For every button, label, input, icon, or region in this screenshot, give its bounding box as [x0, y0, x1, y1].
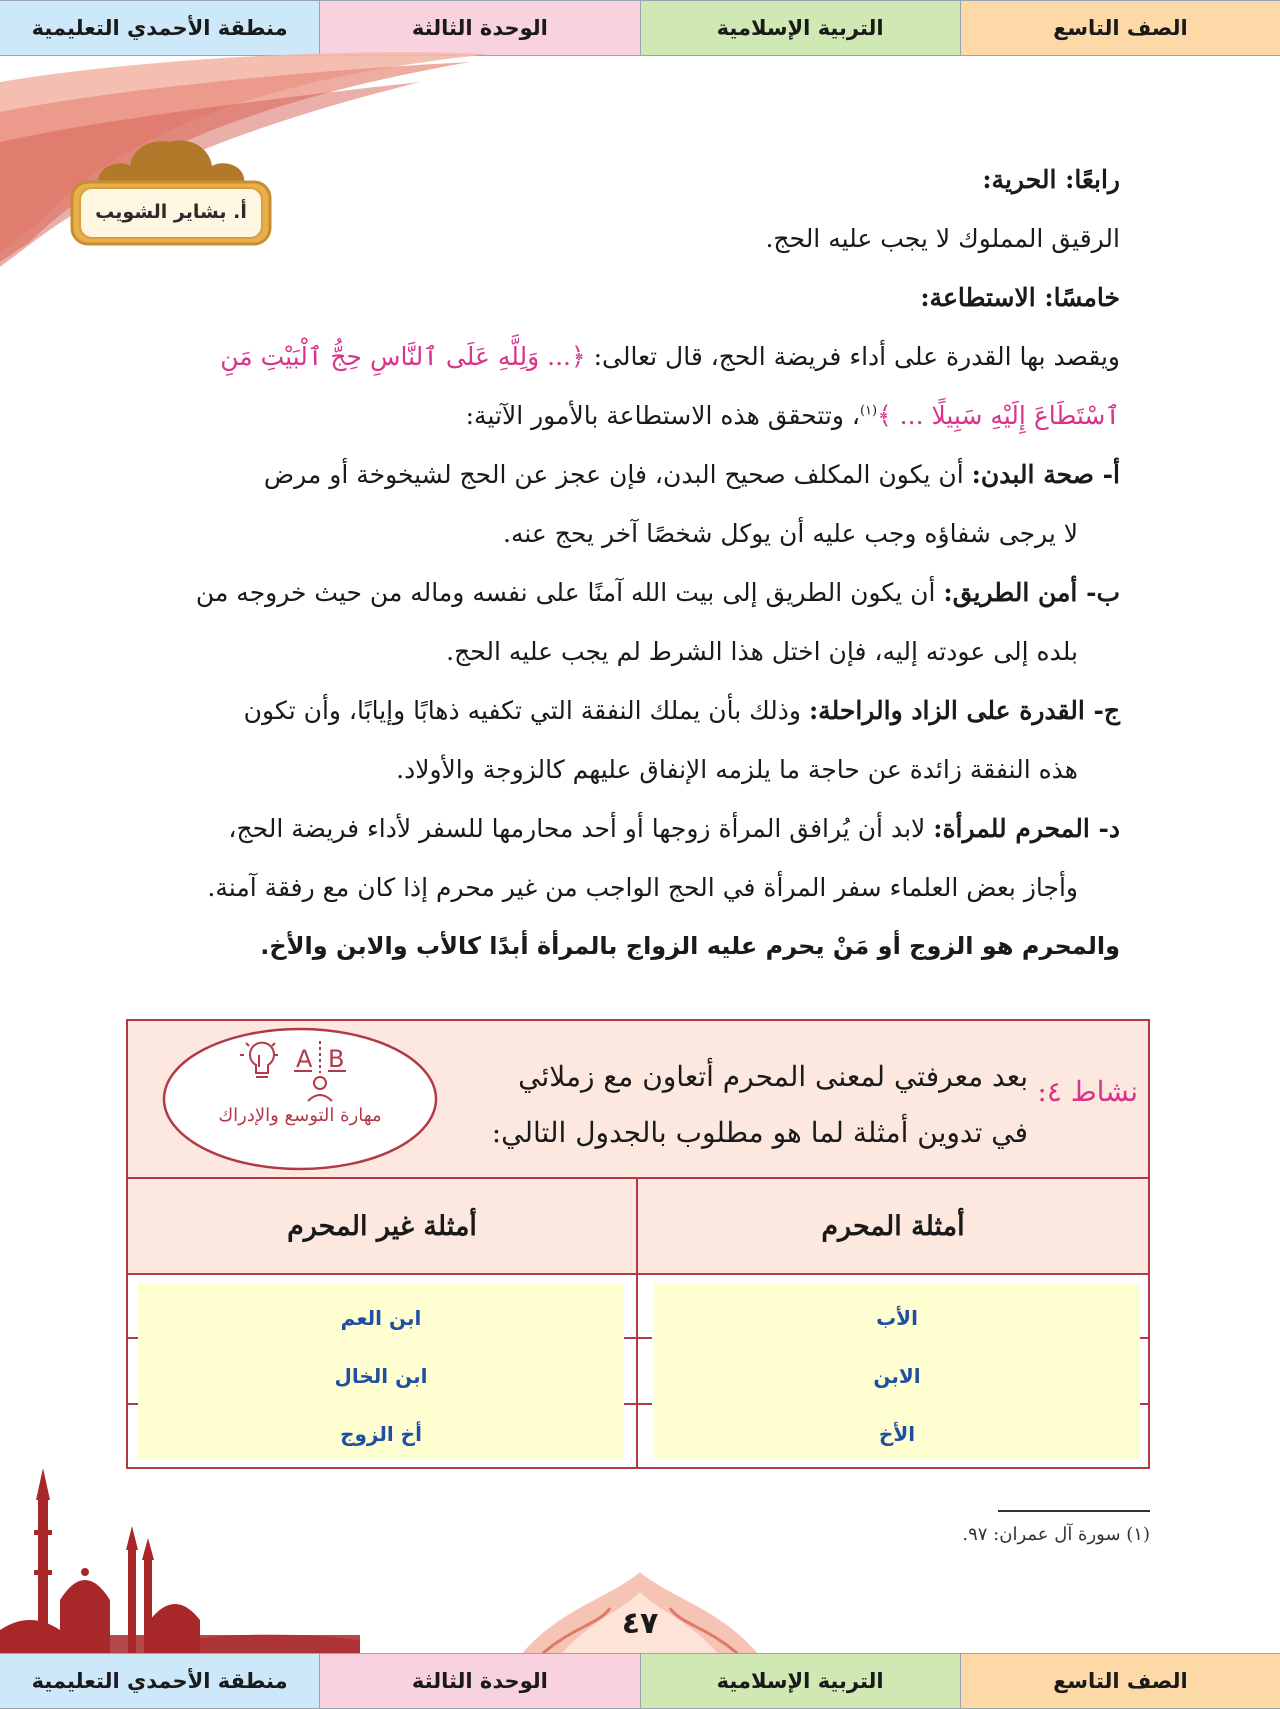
item-b-text1: أن يكون الطريق إلى بيت الله آمنًا على نفسه وماله من حيث خروجه من	[195, 578, 944, 607]
activity-text-line2: في تدوين أمثلة لما هو مطلوب بالجدول التالي:	[491, 1116, 1028, 1149]
header-unit: الوحدة الثالثة	[319, 1, 639, 55]
activity-box	[126, 1019, 1150, 1469]
item-a-text1: أن يكون المكلف صحيح البدن، فإن عجز عن الحج لشيخوخة أو مرض	[263, 460, 972, 489]
activity-instructions	[468, 1049, 1028, 1161]
lesson-content	[120, 150, 1120, 976]
activity-header	[128, 1021, 1148, 1179]
column-divider	[636, 1273, 638, 1467]
mosque-silhouette	[0, 1460, 360, 1655]
header-bar	[0, 0, 1280, 56]
mahram-example: الأخ	[878, 1422, 916, 1446]
row-line	[624, 1403, 652, 1405]
row-line	[1140, 1403, 1148, 1405]
header-grade: الصف التاسع	[960, 1, 1280, 55]
mahram-definition: والمحرم هو الزوج أو مَنْ يحرم عليه الزواج بالمرأة أبدًا كالأب والابن والأخ.	[260, 932, 1120, 960]
non-mahram-example: ابن الخال	[334, 1364, 428, 1388]
footnote: (١) سورة آل عمران: ٩٧.	[962, 1524, 1150, 1545]
item-d-text2: وأجاز بعض العلماء سفر المرأة في الحج الواجب من غير محرم إذا كان مع رفقة آمنة.	[207, 873, 1078, 902]
heading-freedom: رابعًا: الحرية:	[982, 165, 1120, 194]
item-c-line1	[120, 681, 1120, 740]
item-c-title: ج- القدرة على الزاد والراحلة:	[808, 696, 1120, 725]
column-header-mahram: أمثلة المحرم	[638, 1179, 1148, 1275]
footer-bar	[0, 1653, 1280, 1709]
header-subject: التربية الإسلامية	[640, 1, 960, 55]
heading-ability: خامسًا: الاستطاعة:	[920, 283, 1120, 312]
verse-part2: ٱسْتَطَاعَ إِلَيْهِ سَبِيلًا ... ﴾	[877, 401, 1120, 430]
item-a-title: أ- صحة البدن:	[971, 460, 1120, 489]
mahram-example: الابن	[873, 1364, 921, 1388]
footer-subject: التربية الإسلامية	[640, 1654, 960, 1708]
intro-line	[120, 327, 1120, 386]
column-header-non-mahram: أمثلة غير المحرم	[128, 1179, 638, 1275]
non-mahram-example: ابن العم	[340, 1306, 422, 1330]
skill-label: مهارة التوسع والإدراك	[218, 1105, 382, 1126]
footnote-ref: (١)	[859, 403, 878, 419]
footer-region: منطقة الأحمدي التعليمية	[0, 1654, 319, 1708]
footer-unit: الوحدة الثالثة	[319, 1654, 639, 1708]
activity-title: نشاط ٤:	[1037, 1075, 1138, 1108]
item-c-text2: هذه النفقة زائدة عن حاجة ما يلزمه الإنفاق عليهم كالزوجة والأولاد.	[396, 755, 1078, 784]
footnote-divider	[998, 1510, 1150, 1512]
item-d-line1	[120, 799, 1120, 858]
page-number: ٤٧	[621, 1606, 659, 1641]
skill-letter-b: B	[328, 1045, 345, 1073]
item-d-title: د- المحرم للمرأة:	[933, 814, 1120, 843]
row-line	[128, 1337, 138, 1339]
intro-text: ويقصد بها القدرة على أداء فريضة الحج، قال تعالى:	[585, 342, 1120, 371]
row-line	[128, 1403, 138, 1405]
row-line	[624, 1337, 652, 1339]
text-freedom: الرقيق المملوك لا يجب عليه الحج.	[765, 224, 1120, 253]
item-b-line1	[120, 563, 1120, 622]
non-mahram-example: أخ الزوج	[340, 1422, 422, 1446]
item-d-text1: لابد أن يُرافق المرأة زوجها أو أحد محارمها للسفر لأداء فريضة الحج،	[228, 814, 934, 843]
item-b-text2: بلده إلى عودته إليه، فإن اختل هذا الشرط لم يجب عليه الحج.	[446, 637, 1078, 666]
activity-text-line1: بعد معرفتي لمعنى المحرم أتعاون مع زملائي	[518, 1060, 1028, 1093]
verse-part1: ﴿... وَلِلَّهِ عَلَى ٱلنَّاسِ حِجُّ ٱلْبَيْتِ مَنِ	[220, 342, 586, 371]
author-badge: أ. بشاير الشويب	[95, 201, 247, 223]
row-line	[1140, 1337, 1148, 1339]
footer-grade: الصف التاسع	[960, 1654, 1280, 1708]
item-c-text1: وذلك بأن يملك النفقة التي تكفيه ذهابًا وإيابًا، وأن تكون	[243, 696, 809, 725]
intro-line2	[120, 386, 1120, 445]
intro-tail: ، وتتحقق هذه الاستطاعة بالأمور الآتية:	[465, 401, 860, 430]
skill-badge-icon	[162, 1027, 438, 1171]
mahram-example: الأب	[876, 1306, 918, 1330]
header-region: منطقة الأحمدي التعليمية	[0, 1, 319, 55]
item-a-line1	[120, 445, 1120, 504]
item-b-title: ب- أمن الطريق:	[943, 578, 1120, 607]
skill-letter-a: A	[296, 1045, 313, 1073]
item-a-text2: لا يرجى شفاؤه وجب عليه أن يوكل شخصًا آخر يحج عنه.	[503, 519, 1078, 548]
